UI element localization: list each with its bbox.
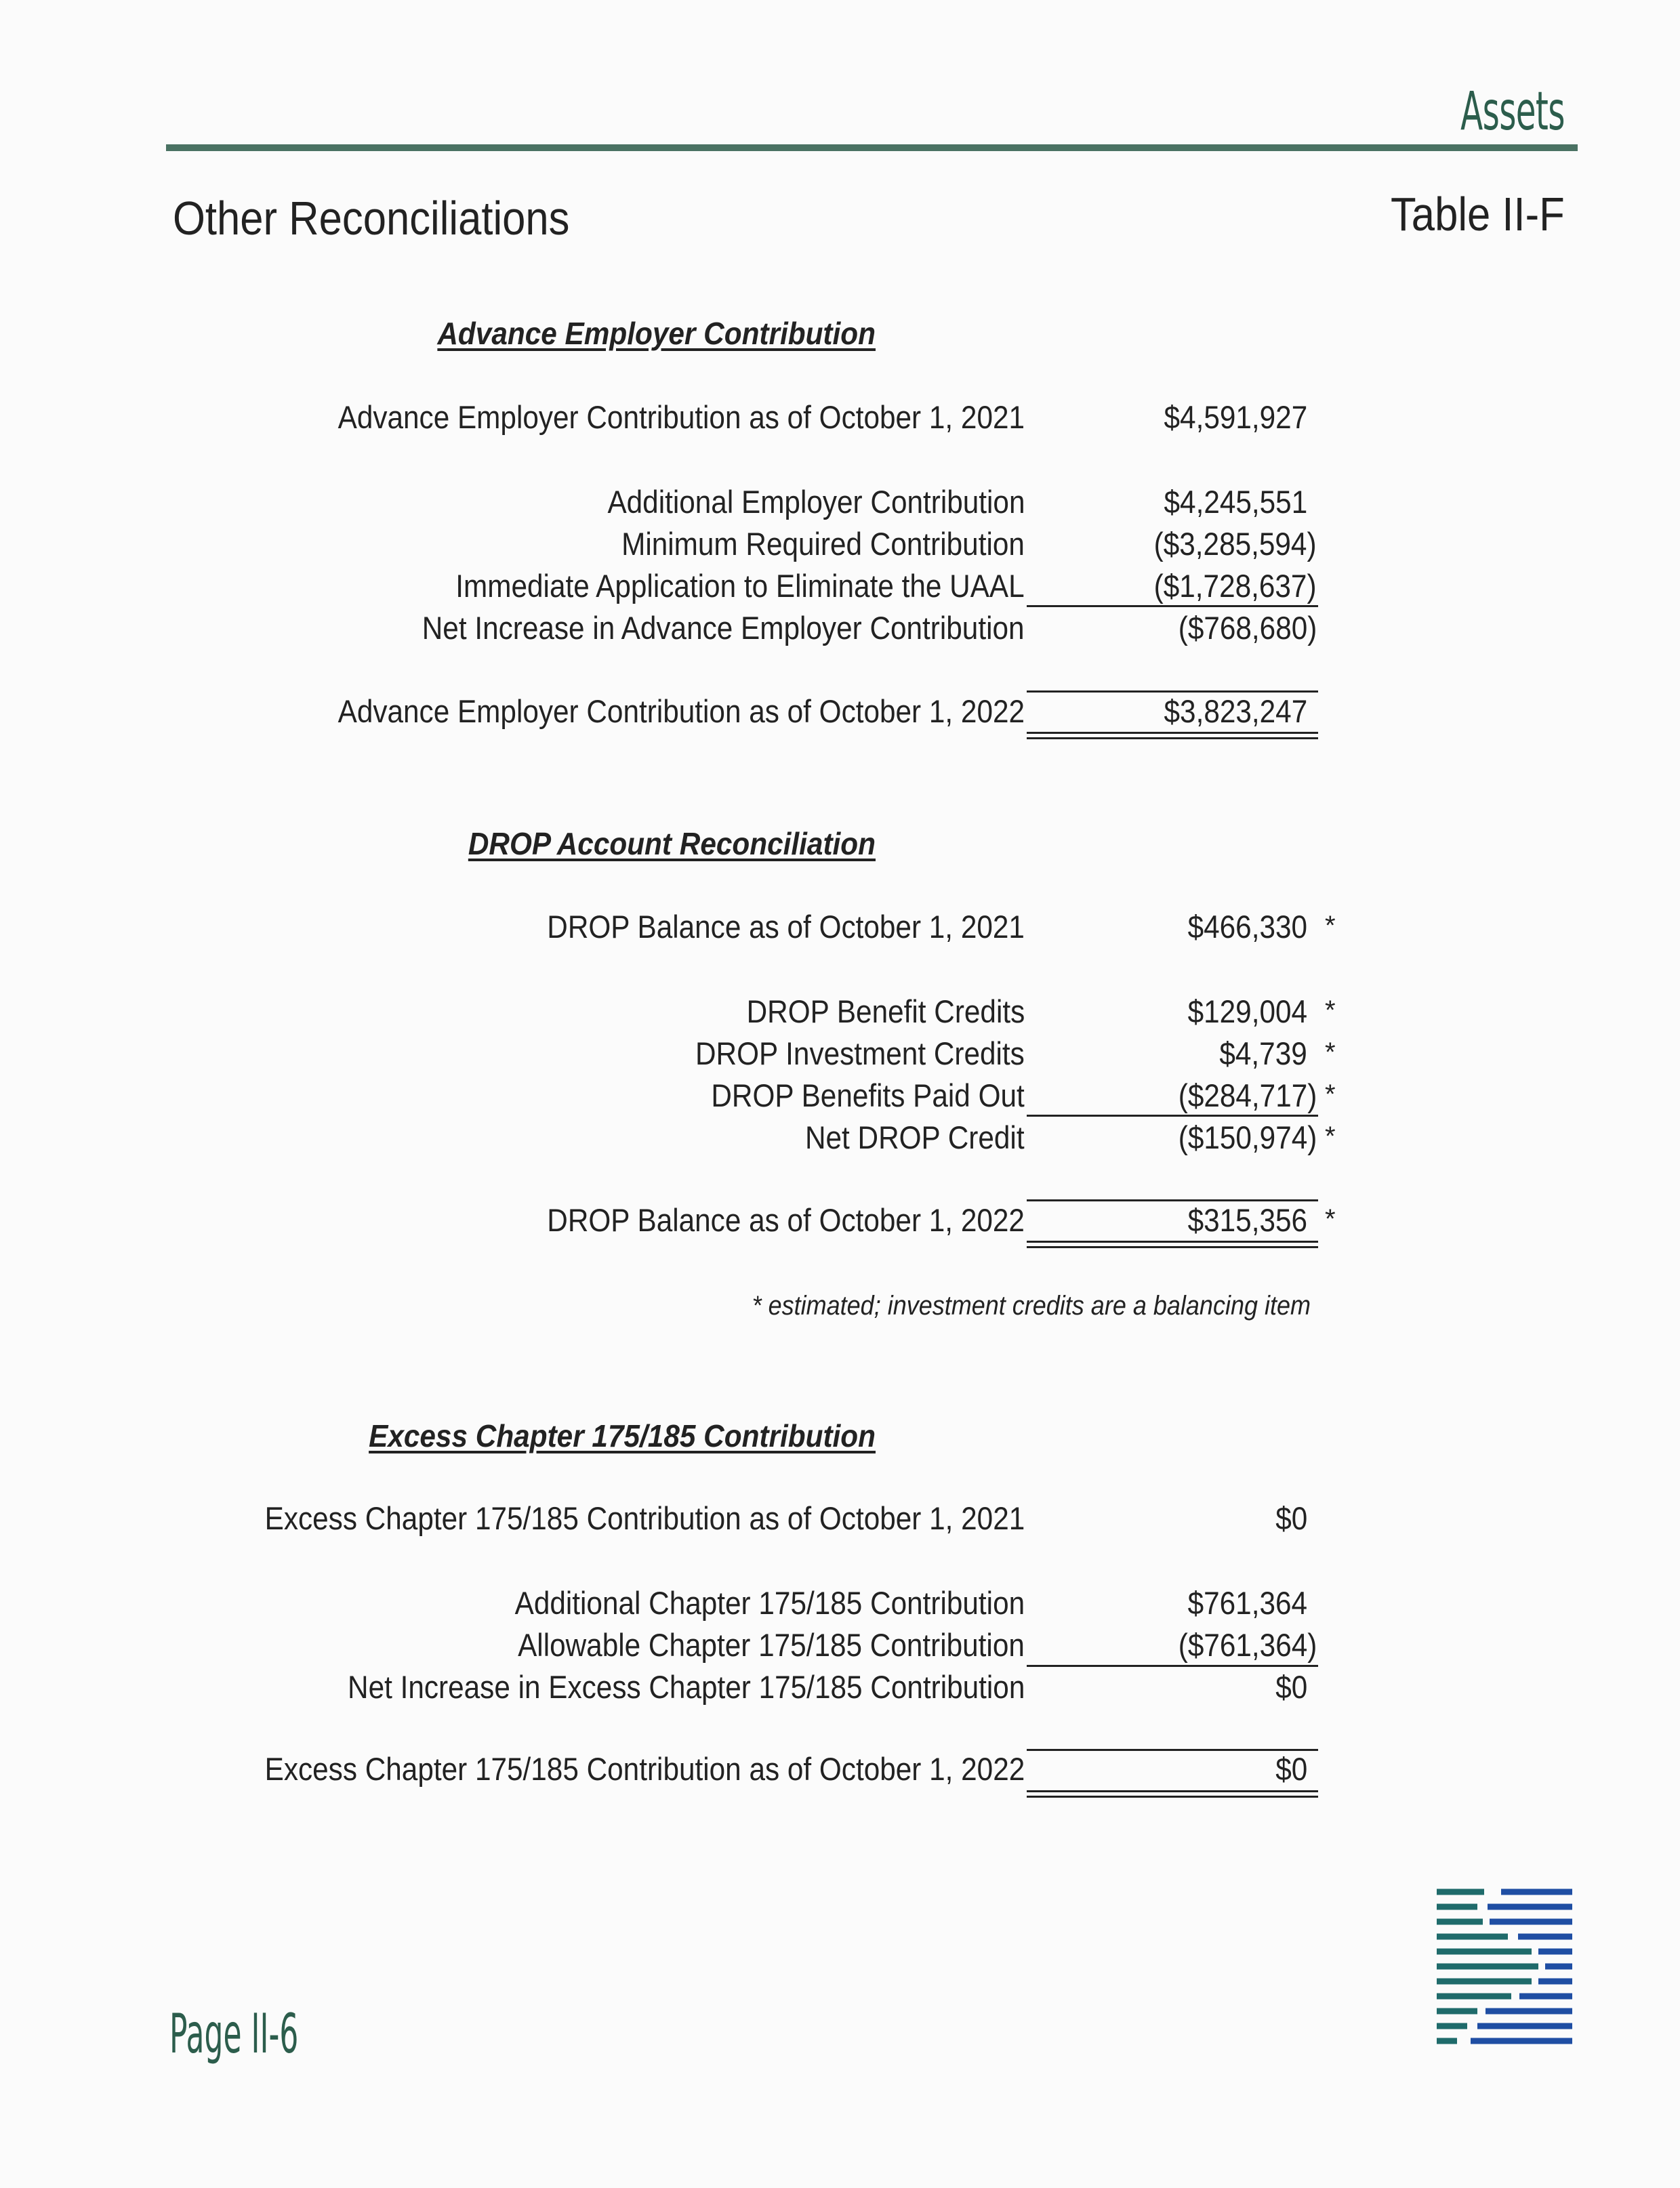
excess-opening-row	[0, 1500, 1680, 1540]
advance-closing-row	[0, 693, 1680, 733]
estimate-marker: *	[1325, 995, 1336, 1025]
drop-benefit-row	[0, 993, 1680, 1033]
row-value: $0	[1275, 1669, 1307, 1705]
row-label: Excess Chapter 175/185 Contribution as of October 1, 2022	[264, 1751, 1025, 1787]
estimate-marker: *	[1325, 911, 1336, 941]
page-number: Page II-6	[169, 2002, 299, 2065]
row-label: Advance Employer Contribution as of October 1, 2022	[337, 693, 1025, 729]
row-label: Net DROP Credit	[805, 1119, 1025, 1155]
subtotal-rule	[1027, 1665, 1318, 1667]
row-label: Advance Employer Contribution as of October 1, 2021	[337, 399, 1025, 435]
row-value: $0	[1275, 1751, 1307, 1787]
double-rule	[1027, 737, 1318, 739]
double-rule	[1027, 732, 1318, 734]
row-label: DROP Investment Credits	[695, 1035, 1025, 1071]
row-label: Net Increase in Excess Chapter 175/185 Contribution	[347, 1669, 1025, 1705]
row-label: Excess Chapter 175/185 Contribution as of October 1, 2021	[264, 1500, 1025, 1536]
row-label: Net Increase in Advance Employer Contribution	[422, 610, 1025, 646]
company-logo-icon	[1437, 1884, 1572, 2053]
row-value: $0	[1275, 1500, 1307, 1536]
row-label: Additional Employer Contribution	[607, 484, 1025, 520]
drop-heading: DROP Account Reconciliation	[468, 826, 876, 861]
advance-net-row	[0, 609, 1680, 650]
row-value: $3,823,247	[1164, 693, 1307, 729]
row-label: Minimum Required Contribution	[621, 526, 1025, 562]
double-rule	[1027, 1790, 1318, 1792]
subtotal-rule	[1027, 1115, 1318, 1117]
row-value: $4,591,927	[1164, 399, 1307, 435]
drop-investment-row	[0, 1035, 1680, 1075]
row-value: ($768,680)	[1178, 610, 1317, 646]
drop-net-row	[0, 1119, 1680, 1159]
excess-heading: Excess Chapter 175/185 Contribution	[369, 1418, 876, 1453]
row-value: ($761,364)	[1178, 1627, 1317, 1663]
row-value: ($284,717)	[1178, 1077, 1317, 1113]
row-value: ($150,974)	[1178, 1119, 1317, 1155]
row-label: Immediate Application to Eliminate the UAAL	[455, 568, 1025, 604]
estimate-marker: *	[1325, 1121, 1336, 1151]
advance-employer-heading: Advance Employer Contribution	[437, 316, 876, 351]
row-label: DROP Balance as of October 1, 2022	[547, 1202, 1025, 1238]
estimate-marker: *	[1325, 1079, 1336, 1109]
subtotal-rule	[1027, 605, 1318, 607]
double-rule	[1027, 1796, 1318, 1798]
row-value: $4,245,551	[1164, 484, 1307, 520]
row-value: $315,356	[1187, 1202, 1307, 1238]
row-label: DROP Balance as of October 1, 2021	[547, 909, 1025, 945]
row-value: $129,004	[1187, 993, 1307, 1029]
estimate-marker: *	[1325, 1204, 1336, 1234]
double-rule	[1027, 1241, 1318, 1243]
row-label: Additional Chapter 175/185 Contribution	[514, 1585, 1025, 1621]
row-label: DROP Benefit Credits	[746, 993, 1025, 1029]
drop-footnote: * estimated; investment credits are a balancing item	[752, 1291, 1311, 1321]
advance-immediate-row	[0, 567, 1680, 608]
excess-closing-row	[0, 1750, 1680, 1791]
advance-minimum-row	[0, 525, 1680, 566]
excess-additional-row	[0, 1584, 1680, 1625]
section-title: Assets	[1460, 81, 1565, 142]
excess-net-row	[0, 1668, 1680, 1709]
estimate-marker: *	[1325, 1037, 1336, 1067]
row-value: ($3,285,594)	[1154, 526, 1317, 562]
advance-additional-row	[0, 483, 1680, 524]
row-value: $4,739	[1219, 1035, 1307, 1071]
row-label: DROP Benefits Paid Out	[711, 1077, 1025, 1113]
row-value: ($1,728,637)	[1154, 568, 1317, 604]
row-value: $761,364	[1187, 1585, 1307, 1621]
excess-allowable-row	[0, 1626, 1680, 1667]
advance-opening-row	[0, 398, 1680, 439]
drop-paid-row	[0, 1077, 1680, 1117]
table-label: Table II-F	[1391, 188, 1565, 241]
page-title: Other Reconciliations	[173, 192, 570, 245]
row-label: Allowable Chapter 175/185 Contribution	[518, 1627, 1025, 1663]
row-value: $466,330	[1187, 909, 1307, 945]
drop-closing-row	[0, 1201, 1680, 1242]
drop-opening-row	[0, 908, 1680, 949]
header-divider	[166, 144, 1578, 151]
double-rule	[1027, 1246, 1318, 1248]
